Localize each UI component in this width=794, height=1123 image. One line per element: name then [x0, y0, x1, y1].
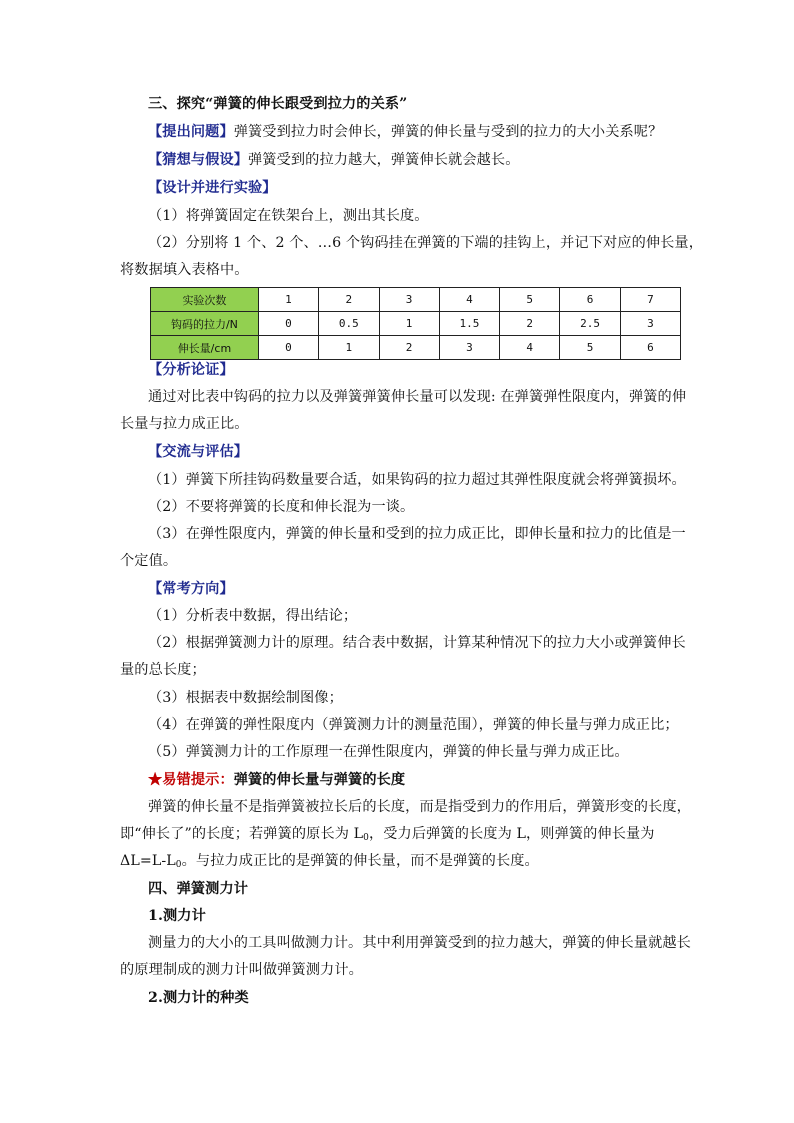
exam-item-2-line1: （2）根据弹簧测力计的原理。结合表中数据，计算某种情况下的拉力大小或弹簧伸长 [148, 635, 686, 651]
exam-tag: 【常考方向】 [148, 581, 234, 597]
tip-line2-text: 即“伸长了”的长度；若弹簧的原长为 L [120, 826, 364, 842]
table-header-cell: 伸长量/cm [151, 336, 259, 360]
exchange-item-2: （2）不要将弹簧的长度和伸长混为一谈。 [148, 499, 415, 515]
table-cell: 0 [258, 336, 318, 360]
exchange-tag: 【交流与评估】 [148, 444, 249, 460]
table-cell: 3 [379, 288, 439, 312]
subscript: 0 [175, 860, 182, 870]
table-cell: 5 [560, 336, 620, 360]
table-cell: 3 [439, 336, 499, 360]
table-cell: 6 [560, 288, 620, 312]
table-cell: 2 [500, 312, 560, 336]
step2-line1: （2）分别将 1 个、2 个、…6 个钩码挂在弹簧的下端的挂钩上，并记下对应的伸长量， [148, 235, 704, 251]
table-header-cell: 实验次数 [151, 288, 259, 312]
table-cell: 4 [500, 336, 560, 360]
exam-item-2-line2: 量的总长度； [120, 662, 206, 678]
table-cell: 1 [319, 336, 379, 360]
table-cell: 4 [439, 288, 499, 312]
section3-heading: 三、探究“弹簧的伸长跟受到拉力的关系” [148, 96, 408, 112]
table-cell: 1 [258, 288, 318, 312]
exchange-item-1: （1）弹簧下所挂钩码数量要合适，如果钩码的拉力超过其弹性限度就会将弹簧损坏。 [148, 472, 686, 488]
table-cell: 1.5 [439, 312, 499, 336]
section4-line2: 的原理制成的测力计叫做弹簧测力计。 [120, 962, 363, 978]
table-cell: 6 [620, 336, 680, 360]
guess-paragraph [148, 150, 680, 170]
step2-line2: 将数据填入表格中。 [120, 262, 249, 278]
analysis-line1: 通过对比表中钩码的拉力以及弹簧弹簧伸长量可以发现: 在弹簧弹性限度内，弹簧的伸 [148, 389, 687, 405]
section4-heading: 四、弹簧测力计 [148, 881, 249, 897]
analysis-line2: 长量与拉力成正比。 [120, 416, 249, 432]
table-cell: 1 [379, 312, 439, 336]
tip-heading [148, 770, 680, 790]
table-cell: 3 [620, 312, 680, 336]
tip-title: 弹簧的伸长量与弹簧的长度 [233, 772, 406, 788]
exchange-item-3-line1: （3）在弹性限度内，弹簧的伸长量和受到的拉力成正比，即伸长量和拉力的比值是一 [148, 526, 686, 542]
section4-line1: 测量力的大小的工具叫做测力计。其中利用弹簧受到的拉力越大，弹簧的伸长量就越长 [148, 935, 691, 951]
analysis-tag: 【分析论证】 [148, 362, 234, 378]
tip-line2 [120, 824, 680, 848]
section4-sub2: 2.测力计的种类 [148, 990, 249, 1006]
table-row [151, 312, 681, 336]
ask-tag: 【提出问题】 [148, 124, 234, 140]
exam-item-4: （4）在弹簧的弹性限度内（弹簧测力计的测量范围），弹簧的伸长量与弹力成正比； [148, 717, 679, 733]
table-row [151, 336, 681, 360]
tip-line3-text: ΔL=L-L [120, 853, 176, 869]
table-cell: 0 [258, 312, 318, 336]
table-row [151, 288, 681, 312]
exam-item-3: （3）根据表中数据绘制图像； [148, 690, 343, 706]
table-cell: 2 [379, 336, 439, 360]
step1-text: （1）将弹簧固定在铁架台上，测出其长度。 [148, 208, 429, 224]
data-table [150, 287, 681, 360]
tip-line2-text: ，受力后弹簧的长度为 L，则弹簧的伸长量为 [368, 826, 655, 842]
subscript: 0 [363, 833, 369, 843]
exam-item-1: （1）分析表中数据，得出结论； [148, 608, 358, 624]
ask-text: 弹簧受到拉力时会伸长，弹簧的伸长量与受到的拉力的大小关系呢？ [233, 124, 663, 140]
table-cell: 2 [319, 288, 379, 312]
table-cell: 2.5 [560, 312, 620, 336]
tip-line3 [120, 851, 680, 875]
tip-star-label: ★易错提示： [148, 772, 234, 788]
table-cell: 7 [620, 288, 680, 312]
table-cell: 0.5 [319, 312, 379, 336]
guess-tag: 【猜想与假设】 [148, 152, 249, 168]
tip-line1: 弹簧的伸长量不是指弹簧被拉长后的长度，而是指受到力的作用后，弹簧形变的长度， [148, 799, 691, 815]
table-header-cell: 钩码的拉力/N [151, 312, 259, 336]
table-cell: 5 [500, 288, 560, 312]
design-tag: 【设计并进行实验】 [148, 180, 277, 196]
exchange-item-3-line2: 个定值。 [120, 553, 178, 569]
exam-item-5: （5）弹簧测力计的工作原理一在弹性限度内，弹簧的伸长量与弹力成正比。 [148, 744, 629, 760]
tip-line3-text: 。与拉力成正比的是弹簧的伸长量，而不是弹簧的长度。 [181, 853, 539, 869]
guess-text: 弹簧受到的拉力越大，弹簧伸长就会越长。 [248, 152, 520, 168]
section4-sub1: 1.测力计 [148, 908, 206, 924]
ask-paragraph [148, 122, 680, 142]
